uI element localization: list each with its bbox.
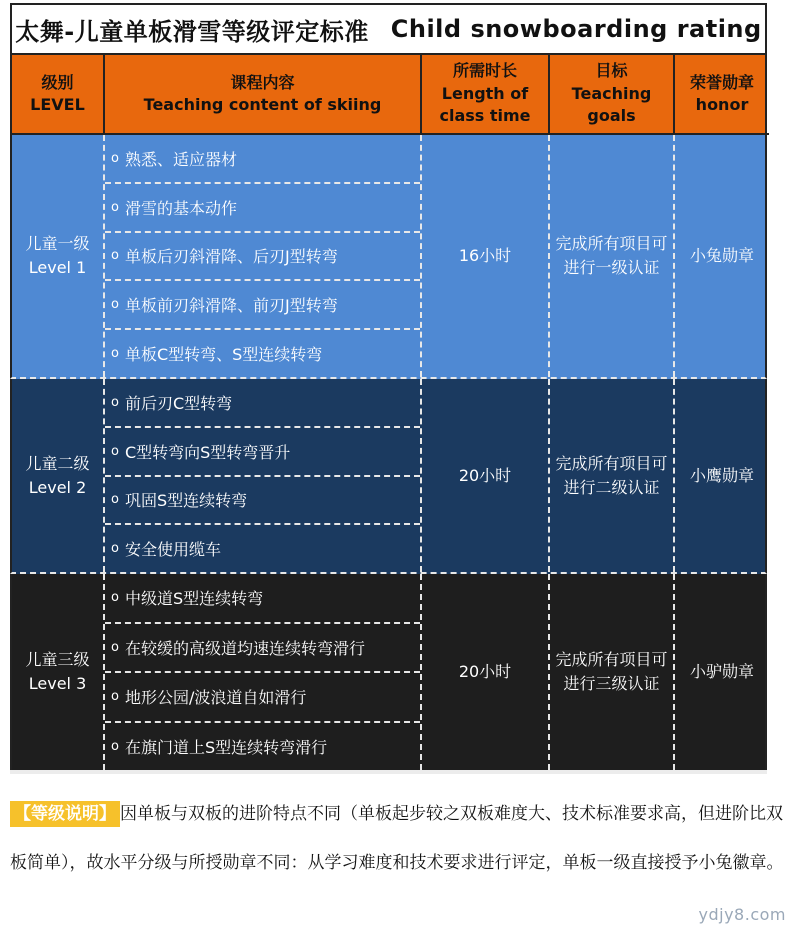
content-list [105,135,422,377]
circle-bullet-icon: o [111,150,119,166]
list-item: o 在旗门道上S型连续转弯滑行 [111,737,328,757]
level-time: 20小时 [422,379,550,572]
list-item: o 巩固S型连续转弯 [105,477,420,526]
circle-bullet-icon: o [111,248,119,264]
level-row-2 [10,379,767,574]
circle-bullet-icon: o [111,297,119,313]
level-time: 20小时 [422,574,550,770]
level-honor: 小鹰勋章 [689,465,754,485]
content-list [105,574,422,770]
level-name: 儿童三级 Level 3 [12,574,105,770]
header-honor: 荣誉勋章 honor [675,55,769,135]
circle-bullet-icon: o [111,394,119,410]
circle-bullet-icon: o [111,346,119,362]
list-item: o 中级道S型连续转弯 [105,574,420,624]
circle-bullet-icon: o [111,590,119,606]
level-name: 儿童一级 Level 1 [12,135,105,377]
list-item: o 熟悉、适应器材 [105,135,420,184]
list-item: o C型转弯向S型转弯晋升 [105,428,420,477]
header-time: 所需时长 Length of class time [422,55,550,135]
level-honor: 小兔勋章 [689,246,754,265]
page-title [10,3,767,55]
level-goal: 完成所有项目可 进行二级认证 [550,379,675,572]
list-item: o 在较缓的高级道均速连续转弯滑行 [105,624,420,674]
circle-bullet-icon: o [111,443,119,459]
circle-bullet-icon: o [111,199,119,215]
level-goal: 完成所有项目可 进行一级认证 [550,135,675,377]
table-header [10,55,767,135]
list-item: o 单板后刃斜滑降、后刃J型转弯 [105,233,420,282]
title-cn: 太舞-儿童单板滑雪等级评定标准 [15,17,369,46]
level-goal: 完成所有项目可 进行三级认证 [550,574,675,770]
description-text: 因单板与双板的进阶特点不同（单板起步较之双板难度大、技术标准要求高，但进阶比双板简单），故水平分级与所授勋章不同：从学习难度和技术要求进行评定，单板一级直接授予小兔徽章。 [10,804,784,873]
list-item: o 安全使用缆车 [111,540,221,560]
level-time: 16小时 [422,135,550,377]
list-item: o 前后刃C型转弯 [105,379,420,428]
header-goals: 目标 Teaching goals [550,55,675,135]
level-honor: 小驴勋章 [689,662,754,681]
table-bottom-divider [10,770,767,774]
list-item: o 滑雪的基本动作 [105,184,420,233]
header-content: 课程内容 Teaching content of skiing [105,55,422,135]
watermark: ydjy8.com [698,905,786,924]
list-item: o 单板C型转弯、S型连续转弯 [111,345,323,365]
level-description [10,790,785,888]
description-badge: 【等级说明】 [10,801,120,827]
level-name: 儿童二级 Level 2 [12,379,105,572]
level-row-3 [10,574,767,770]
header-level: 级别 LEVEL [12,55,105,135]
circle-bullet-icon: o [111,639,119,655]
circle-bullet-icon: o [111,541,119,557]
circle-bullet-icon: o [111,492,119,508]
list-item: o 单板前刃斜滑降、前刃J型转弯 [105,281,420,330]
circle-bullet-icon: o [111,689,119,705]
content-list [105,379,422,572]
list-item: o 地形公园/波浪道自如滑行 [105,673,420,723]
circle-bullet-icon: o [111,738,119,754]
title-en: Child snowboarding rating [390,15,762,43]
level-row-1 [10,135,767,379]
